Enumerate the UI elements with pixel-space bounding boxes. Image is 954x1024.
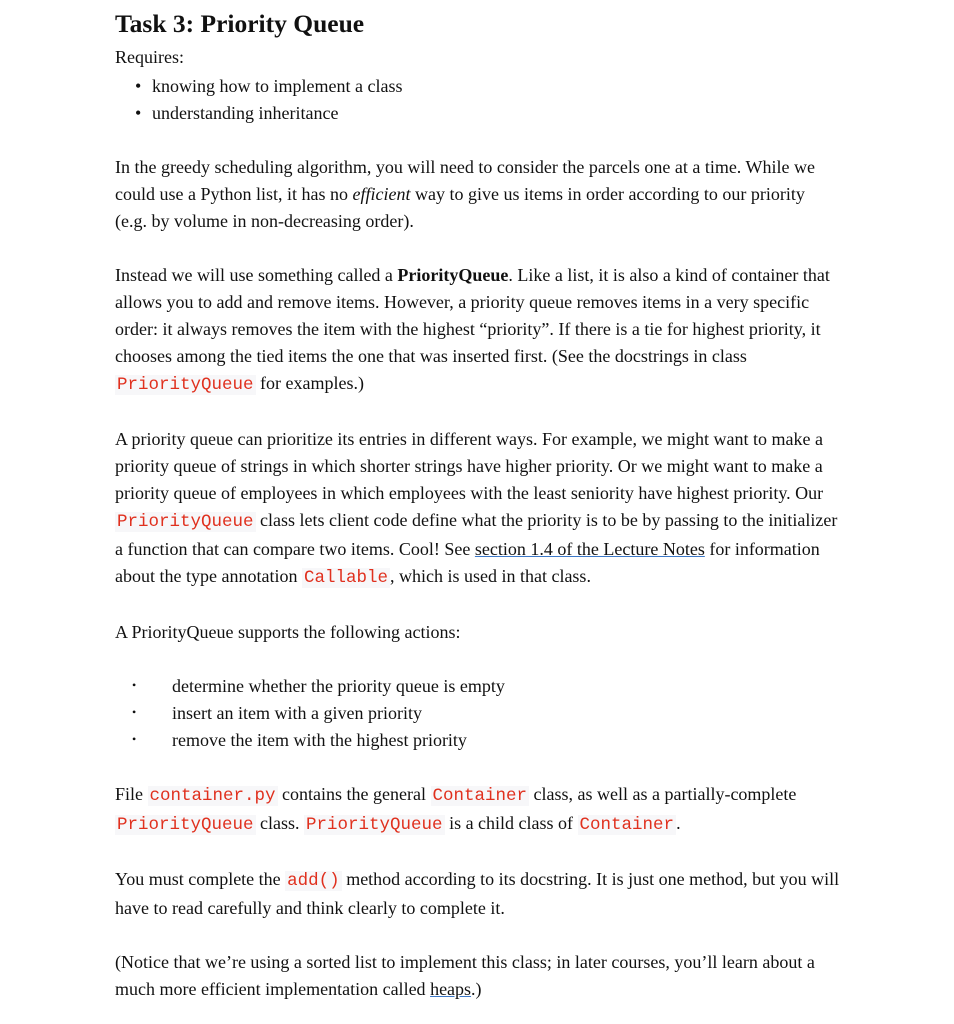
list-item: • remove the item with the highest priority: [172, 727, 840, 754]
requires-list: [115, 73, 840, 127]
paragraph-add: [115, 866, 840, 922]
text: .: [676, 813, 681, 833]
text: class, as well as a partially-complete: [529, 784, 797, 804]
document: [115, 6, 840, 1003]
text: class.: [255, 813, 305, 833]
text: . Like a list, it is also a kind of container that allows you to add and remove items. However, a priority queue removes items in a very specific order: it always removes the item with the highest “priority”. If there is a tie for highest priority, it chooses among the tied items the one that was inserted first. (See the docstrings in class: [115, 265, 830, 366]
inline-code: add(): [287, 871, 340, 891]
heaps-link[interactable]: heaps: [430, 979, 472, 999]
text: for examples.): [255, 373, 364, 393]
paragraph-actions: A PriorityQueue supports the following actions:: [115, 622, 461, 642]
text: way to give us items in order according to our priority (e.g. by volume in non-decreasing order).: [115, 184, 805, 231]
list-item: • determine whether the priority queue is empty: [172, 673, 840, 700]
inline-code: PriorityQueue: [117, 375, 254, 395]
inline-code: Container: [432, 786, 528, 806]
emphasis: efficient: [352, 184, 411, 204]
text: is a child class of: [444, 813, 578, 833]
inline-code: PriorityQueue: [117, 815, 254, 835]
paragraph-notice: [115, 949, 840, 1003]
inline-code: PriorityQueue: [117, 512, 254, 532]
requires-label: Requires:: [115, 47, 184, 67]
inline-code: container.py: [149, 786, 276, 806]
list-item: • knowing how to implement a class: [152, 73, 840, 100]
text: class lets client code define what the priority is to be by passing to the initializer a function that can compare two items. Cool! See: [115, 510, 838, 559]
text: , which is used in that class.: [389, 566, 591, 586]
text: .): [471, 979, 482, 999]
list-item: • understanding inheritance: [152, 100, 840, 127]
text: Instead we will use something called a: [115, 265, 398, 285]
page-title: Task 3: Priority Queue: [115, 9, 365, 38]
text: for information about the type annotation: [115, 539, 820, 586]
text: In the greedy scheduling algorithm, you will need to consider the parcels one at a time. While we could use a Python list, it has no: [115, 157, 815, 204]
text: contains the general: [277, 784, 431, 804]
text: You must complete the: [115, 869, 286, 889]
paragraph-prioritize: [115, 426, 840, 592]
text: File: [115, 784, 148, 804]
paragraph-priority-queue: [115, 262, 840, 399]
inline-code: PriorityQueue: [306, 815, 443, 835]
lecture-notes-link[interactable]: section 1.4 of the Lecture Notes: [474, 539, 705, 559]
list-item: • insert an item with a given priority: [172, 700, 840, 727]
text: A priority queue can prioritize its entries in different ways. For example, we might want to make a priority queue of strings in which shorter strings have higher priority. Or we might want to make a priority queue of employees in which employees with the least seniority have highest priority. Our: [115, 429, 824, 503]
inline-code: Callable: [303, 568, 388, 588]
inline-code: Container: [579, 815, 675, 835]
text: method according to its docstring. It is just one method, but you will have to read carefully and think clearly to complete it.: [115, 869, 840, 918]
paragraph-intro: [115, 154, 840, 235]
bold-term: PriorityQueue: [397, 265, 509, 285]
actions-list: [115, 673, 840, 754]
text: (Notice that we’re using a sorted list to implement this class; in later courses, you’ll learn about a much more efficient implementation called: [115, 952, 815, 999]
paragraph-file: [115, 781, 840, 839]
